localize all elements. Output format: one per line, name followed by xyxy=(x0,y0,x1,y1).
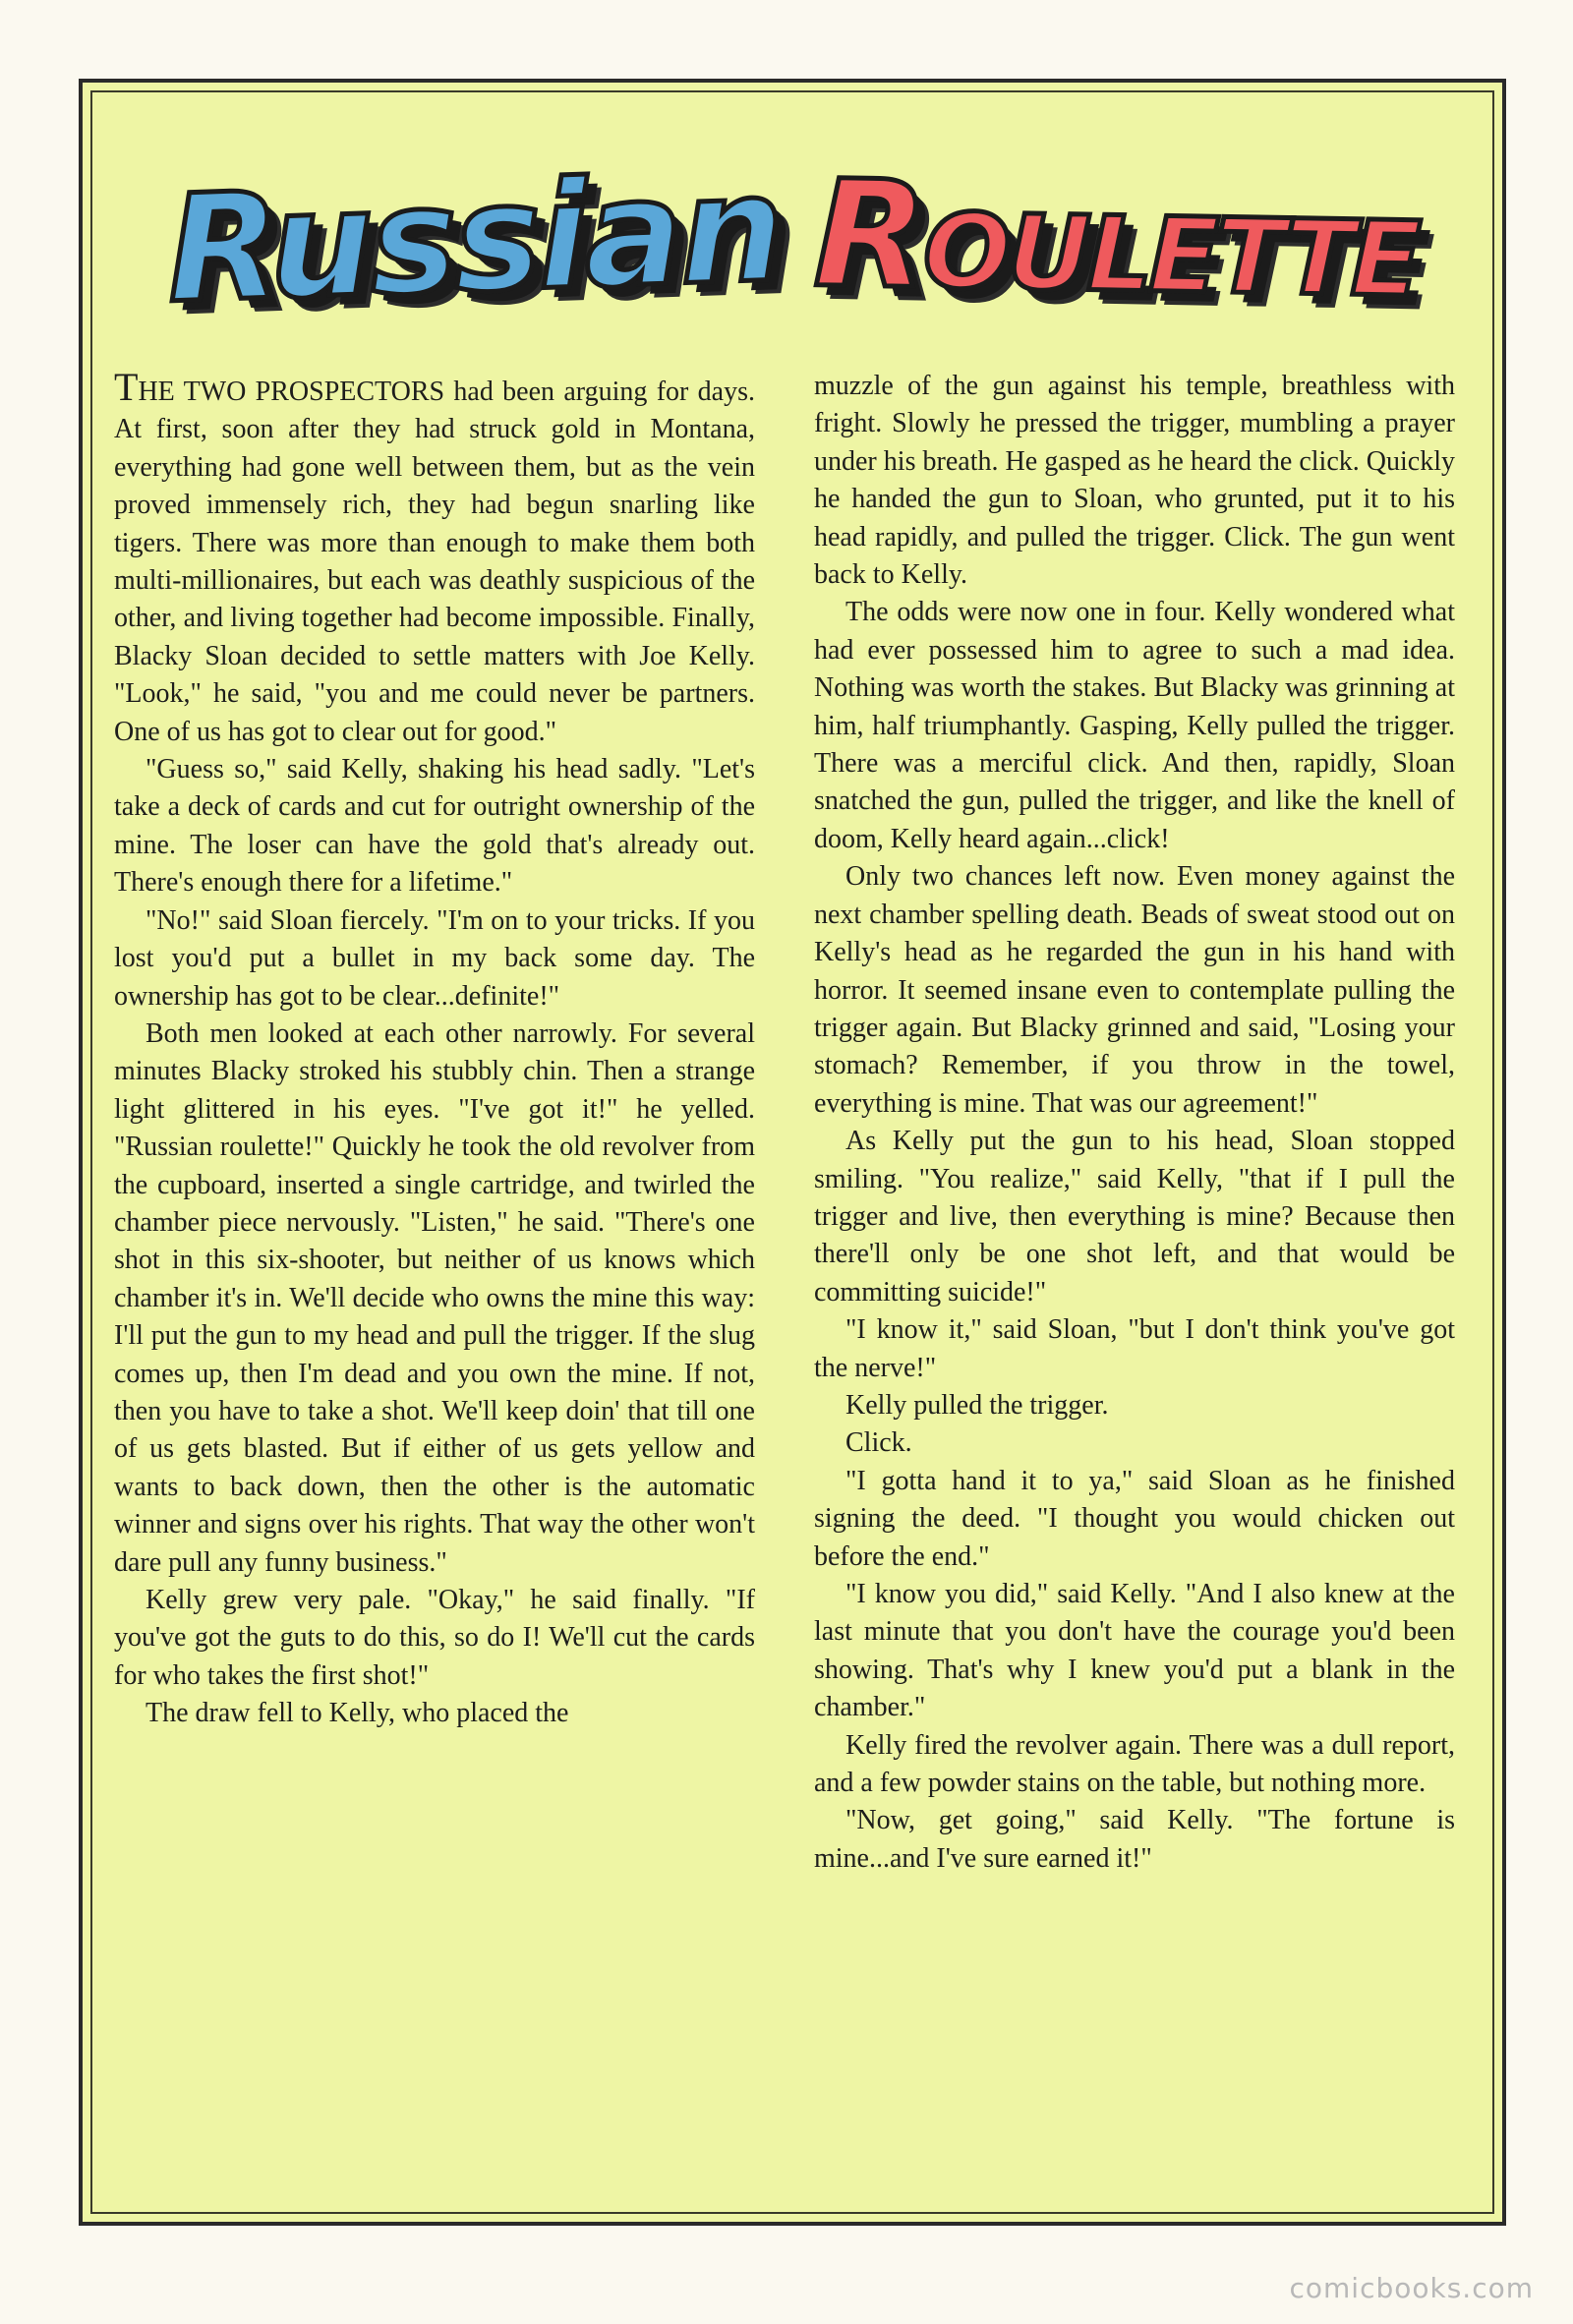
paragraph: The odds were now one in four. Kelly wondered what had ever possessed him to agree to such a mad idea. Nothing was worth the stakes. But Blacky was grinning at him, half triumphantly. Gasping, Kelly pulled the trigger. There was a merciful click. And then, rapidly, Sloan snatched the gun, pulled the trigger, and like the knell of doom, Kelly heard again...click! xyxy=(814,597,1455,854)
paragraph: "I gotta hand it to ya," said Sloan as he finished signing the deed. "I thought you would chicken out before the end." xyxy=(814,1465,1455,1572)
story-page xyxy=(79,79,1506,2226)
paragraph: muzzle of the gun against his temple, breathless with fright. Slowly he pressed the trigger, mumbling a prayer under his breath. He gasped as he heard the click. Quickly he handed the gun to Sloan, who grunted, put it to his head rapidly, and pulled the trigger. Click. The gun went back to Kelly. xyxy=(814,371,1455,591)
paragraph: "I know it," said Sloan, "but I don't think you've got the nerve!" xyxy=(814,1314,1455,1383)
paragraph: "No!" said Sloan fiercely. "I'm on to your tricks. If you lost you'd put a bullet in my back some day. The ownership has got to be clear...definite!" xyxy=(114,904,755,1012)
paragraph: The draw fell to Kelly, who placed the xyxy=(146,1698,569,1729)
paragraph: Kelly fired the revolver again. There was a dull report, and a few powder stains on the table, but nothing more. xyxy=(814,1729,1455,1799)
story-text xyxy=(114,365,1455,2182)
paragraph: "Guess so," said Kelly, shaking his head sadly. "Let's take a deck of cards and cut for outright ownership of the mine. The loser can have the gold that's already out. There's enough there for a lifetime." xyxy=(114,754,755,899)
paragraph: Kelly pulled the trigger. xyxy=(845,1389,1109,1421)
paragraph: Only two chances left now. Even money against the next chamber spelling death. Beads of sweat stood out on Kelly's head as he regarded the gun in his hand with horror. It seemed insane even to contemplate pulling the trigger again. But Blacky grinned and said, "Losing your stomach? Remember, if you throw in the towel, everything is mine. That was our agreement!" xyxy=(814,861,1455,1119)
paragraph: "I know you did," said Kelly. "And I also knew at the last minute that you don't have the courage you'd been showing. That's why I knew you'd put a blank in the chamber." xyxy=(814,1579,1455,1723)
story-title xyxy=(83,122,1502,358)
drop-cap: T xyxy=(114,365,139,409)
paragraph: Both men looked at each other narrowly. For several minutes Blacky stroked his stubbly chin. Then a strange light glittered in his eyes. "I've got it!" he yelled. "Russian roulette!" Quickly he took the old revolver from the cupboard, inserted a single cartridge, and twirled the chamber piece nervously. "Listen," he said. "There's one shot in this six-shooter, but neither of us knows which chamber it's in. We'll decide who owns the mine this way: I'll put the gun to my head and pull the trigger. If the slug comes up, then I'm dead and you own the mine. If not, then you have to take a shot. We'll keep doin' that till one of us gets blasted. But if either of us gets yellow and wants to back down, then the other is the automatic winner and signs over his rights. That way the other won't dare pull any funny business." xyxy=(114,1017,755,1578)
right-column xyxy=(814,368,1455,2182)
paragraph: "Now, get going," said Kelly. "The fortune is mine...and I've sure earned it!" xyxy=(814,1805,1455,1874)
paragraph: THE TWO PROSPECTORS had been arguing for days. At first, soon after they had struck gold in Montana, everything had gone well between them, but as the vein proved immensely rich, they had begun snarling like tigers. There was more than enough to make them both multi-millionaires, but each was deathly suspicious of the other, and living together had become impossible. Finally, Blacky Sloan decided to settle matters with Joe Kelly. "Look," he said, "you and me could never be partners. One of us has got to clear out for good." xyxy=(114,365,755,747)
title-word-russian: Russian xyxy=(164,144,784,336)
site-watermark: comicbooks.com xyxy=(1289,2272,1534,2304)
paragraph: Kelly grew very pale. "Okay," he said finally. "If you've got the guts to do this, so do I! We'll cut the cards for who takes the first shot!" xyxy=(114,1585,755,1691)
title-word-roulette: Roulette xyxy=(812,148,1420,331)
left-column xyxy=(114,365,755,2182)
paragraph: As Kelly put the gun to his head, Sloan stopped smiling. "You realize," said Kelly, "that if I pull the trigger and live, then everything is mine? Because then there'll only be one shot left, and that would be committing suicide!" xyxy=(814,1126,1455,1307)
paragraph: Click. xyxy=(845,1427,912,1459)
